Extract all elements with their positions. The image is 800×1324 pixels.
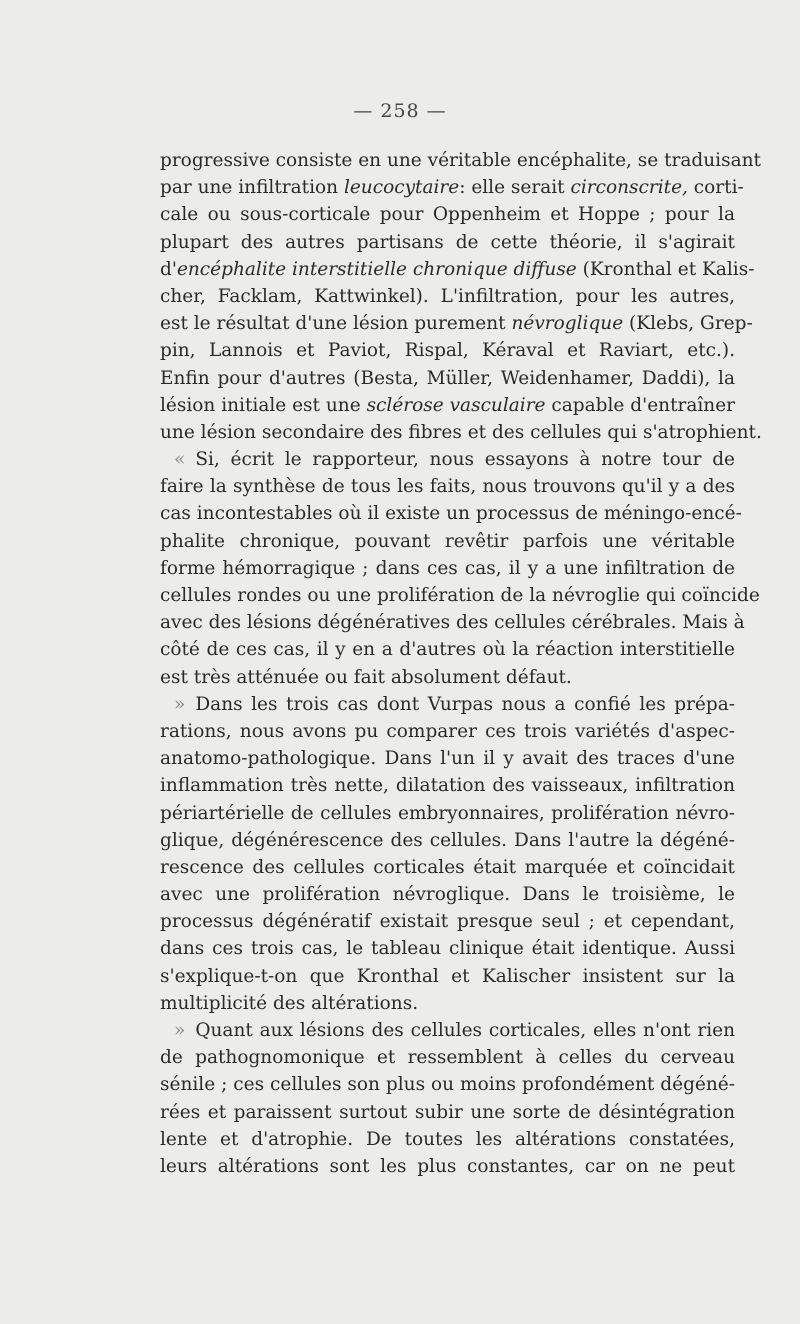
text-line — [160, 555, 735, 582]
text-segment: faire la synthèse de tous les faits, nous trouvons qu'il y a des — [160, 476, 735, 498]
text-line — [160, 935, 735, 962]
text-segment: une lésion secondaire des fibres et des cellules qui s'atrophient. — [160, 421, 762, 443]
text-segment: rescence des cellules corticales était marquée et coïncidait — [160, 856, 735, 878]
text-segment: cas incontestables où il existe un processus de méningo-encé- — [160, 503, 742, 525]
text-line — [160, 1099, 735, 1126]
text-segment: cellules rondes ou une prolifération de la névroglie qui coïncide — [160, 585, 760, 606]
text-segment: avec une prolifération névroglique. Dans le troisième, le — [160, 884, 735, 906]
quote-mark: » — [174, 693, 186, 715]
text-segment: (Kronthal et Kalis- — [576, 258, 755, 280]
text-line — [160, 664, 735, 691]
text-segment: leurs altérations sont les plus constantes, car on ne peut — [160, 1155, 735, 1177]
text-segment: glique, dégénérescence des cellules. Dans l'autre la dégéné- — [160, 829, 735, 851]
text-segment: Dans les trois cas dont Vurpas nous a confié les prépa- — [195, 693, 735, 715]
text-line — [160, 881, 735, 908]
quote-mark: « — [174, 449, 186, 471]
text-line — [160, 392, 735, 419]
text-line — [160, 636, 735, 663]
text-line — [160, 310, 753, 337]
page-number: — 258 — — [353, 100, 447, 122]
italic-term: leucocytaire — [343, 177, 460, 199]
text-line — [160, 908, 735, 935]
text-segment: inflammation très nette, dilatation des vaisseaux, infiltration — [160, 775, 735, 797]
text-line — [160, 718, 735, 745]
text-segment: processus dégénératif existait presque seul ; et cependant, — [160, 911, 735, 933]
text-segment: cher, Facklam, Kattwinkel). L'infiltration, pour les autres, — [160, 285, 735, 307]
text-segment: rations, nous avons pu comparer ces trois variétés d'aspec- — [160, 720, 735, 742]
text-line — [160, 854, 735, 881]
text-segment: de pathognomonique et ressemblent à celles du cerveau — [160, 1047, 735, 1069]
text-line — [160, 283, 735, 310]
text-line — [160, 963, 735, 990]
text-line — [160, 990, 735, 1017]
text-segment: multiplicité des altérations. — [160, 992, 419, 1014]
text-line — [160, 609, 745, 636]
text-line — [160, 337, 735, 364]
text-line — [160, 800, 735, 827]
text-segment: Si, écrit le rapporteur, nous essayons à notre tour de — [195, 449, 735, 471]
text-segment: lésion initiale est une — [160, 394, 367, 416]
text-segment: Enfin pour d'autres (Besta, Müller, Weidenhamer, Daddi), la — [160, 367, 735, 389]
text-line — [160, 147, 761, 174]
text-segment: plupart des autres partisans de cette théorie, il s'agirait — [160, 231, 735, 253]
italic-term: névroglique — [511, 313, 624, 335]
text-segment: dans ces trois cas, le tableau clinique était identique. Aussi — [160, 938, 735, 960]
text-segment: avec des lésions dégénératives des cellules cérébrales. Mais à — [160, 612, 745, 634]
text-segment: cale ou sous-corticale pour Oppenheim et Hoppe ; pour la — [160, 204, 735, 226]
text-line — [160, 419, 762, 446]
italic-term: encéphalite interstitielle chronique diffuse — [176, 258, 577, 280]
quote-mark: » — [174, 1020, 186, 1041]
text-line — [160, 1044, 735, 1071]
text-line — [160, 1153, 735, 1180]
text-segment: lente et d'atrophie. De toutes les altérations constatées, — [160, 1128, 735, 1150]
text-line — [160, 201, 735, 228]
text-line — [160, 1126, 735, 1153]
text-segment: capable d'entraîner — [545, 394, 735, 416]
text-line — [160, 365, 735, 392]
text-segment: est le résultat d'une lésion purement — [160, 313, 512, 335]
text-segment: Quant aux lésions des cellules corticales, elles n'ont rien — [195, 1020, 735, 1041]
text-segment: : elle serait — [459, 177, 571, 199]
text-line — [160, 827, 735, 854]
text-line — [160, 528, 735, 555]
text-segment: est très atténuée ou fait absolument défaut. — [160, 666, 572, 688]
text-line — [160, 745, 735, 772]
text-segment: anatomo-pathologique. Dans l'un il y avait des traces d'une — [160, 748, 735, 770]
text-line — [160, 229, 735, 256]
text-segment: progressive consiste en une véritable encéphalite, se traduisant — [160, 150, 761, 171]
text-segment: côté de ces cas, il y en a d'autres où la réaction interstitielle — [160, 639, 735, 661]
text-segment: (Klebs, Grep- — [623, 313, 753, 335]
text-segment: par une infiltration — [160, 177, 344, 199]
text-segment: corti- — [687, 177, 744, 199]
text-line — [160, 500, 742, 527]
text-line — [160, 691, 735, 718]
text-line — [160, 582, 760, 609]
italic-term: sclérose vasculaire — [366, 394, 546, 416]
text-line — [160, 772, 735, 799]
italic-term: circonscrite, — [570, 177, 688, 199]
text-line — [160, 1071, 735, 1098]
text-segment: rées et paraissent surtout subir une sorte de désintégration — [160, 1101, 735, 1123]
text-segment: d' — [160, 258, 177, 280]
text-line — [160, 256, 755, 283]
text-segment: périartérielle de cellules embryonnaires, prolifération névro- — [160, 802, 735, 824]
text-segment: s'explique-t-on que Kronthal et Kalischer insistent sur la — [160, 965, 735, 987]
text-line — [160, 1017, 735, 1044]
text-segment: pin, Lannois et Paviot, Rispal, Kéraval et Raviart, etc.). — [160, 340, 735, 362]
text-line — [160, 446, 735, 473]
text-segment: sénile ; ces cellules son plus ou moins profondément dégéné- — [160, 1074, 735, 1096]
body-text — [160, 147, 762, 1180]
text-segment: phalite chronique, pouvant revêtir parfois une véritable — [160, 530, 735, 552]
text-segment: forme hémorragique ; dans ces cas, il y a une infiltration de — [160, 557, 735, 579]
text-line — [160, 174, 744, 201]
text-line — [160, 473, 735, 500]
